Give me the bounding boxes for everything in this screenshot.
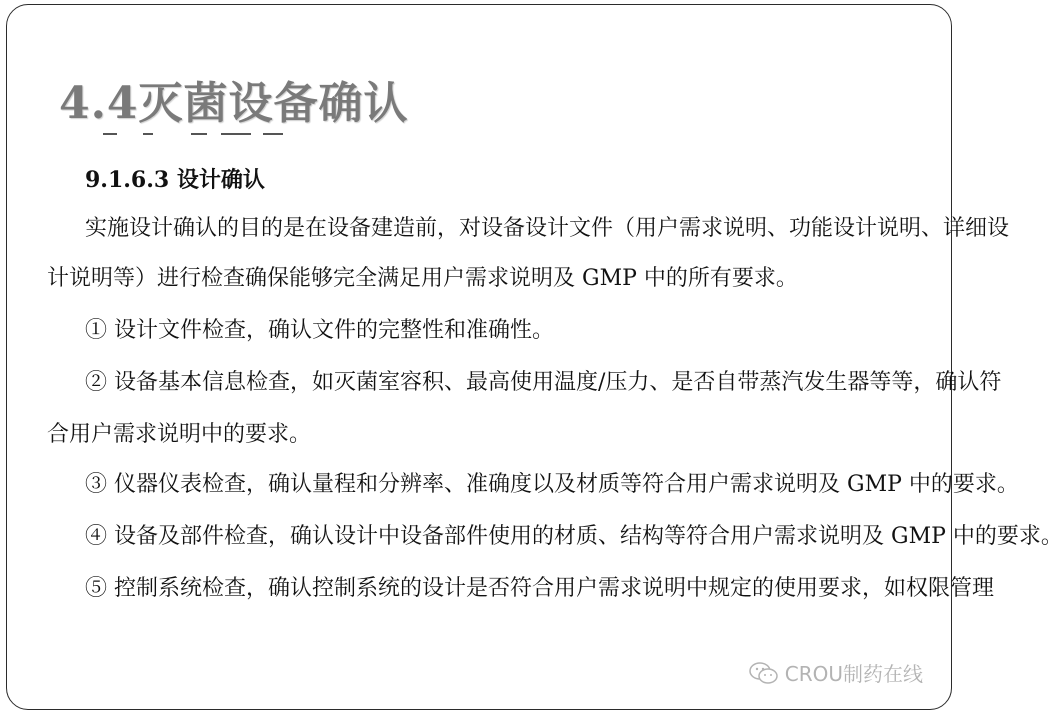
cut-off-text-fragment [103, 131, 333, 141]
document-line: ⑤ 控制系统检查，确认控制系统的设计是否符合用户需求说明中规定的使用要求，如权限管理 [85, 576, 994, 601]
watermark [749, 658, 923, 687]
slide-frame [6, 4, 1063, 710]
watermark-text: CROU制药在线 [784, 662, 923, 686]
slide-title: 4.4灭菌设备确认 [59, 78, 409, 129]
document-line: 合用户需求说明中的要求。 [47, 422, 312, 447]
scanned-document [43, 131, 1063, 611]
document-line: ④ 设备及部件检查，确认设计中设备部件使用的材质、结构等符合用户需求说明及 GMP 中的要求。 [85, 524, 1063, 549]
document-line: 实施设计确认的目的是在设备建造前，对设备设计文件（用户需求说明、功能设计说明、详细设 [85, 216, 1010, 241]
document-line: ② 设备基本信息检查，如灭菌室容积、最高使用温度/压力、是否自带蒸汽发生器等等，确认符 [85, 370, 1002, 395]
document-line: ① 设计文件检查，确认文件的完整性和准确性。 [85, 318, 554, 343]
section-heading: 9.1.6.3 设计确认 [85, 167, 265, 193]
wechat-icon [749, 661, 779, 685]
document-line: ③ 仪器仪表检查，确认量程和分辨率、准确度以及材质等符合用户需求说明及 GMP 中的要求。 [85, 472, 1019, 497]
document-line: 计说明等）进行检查确保能够完全满足用户需求说明及 GMP 中的所有要求。 [47, 266, 798, 291]
